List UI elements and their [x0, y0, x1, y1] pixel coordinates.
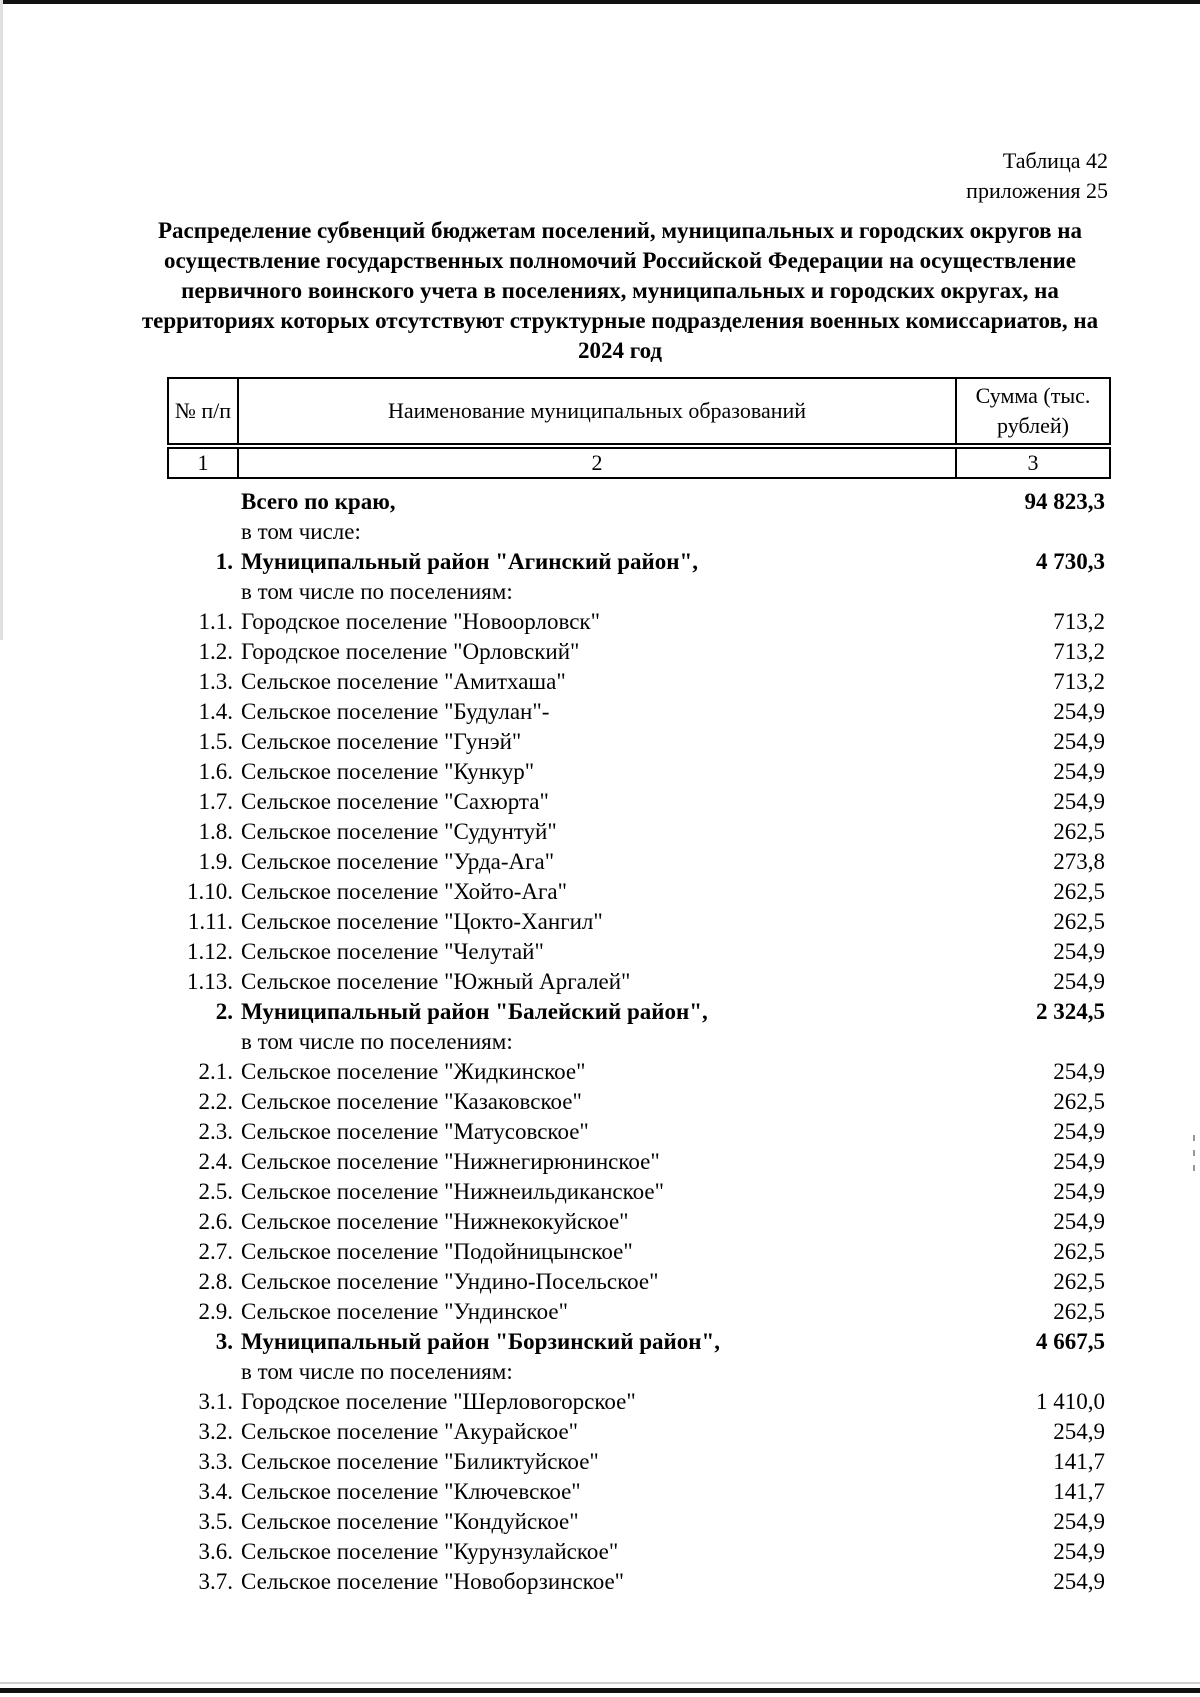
table-row	[167, 1027, 1109, 1057]
row-name: Сельское поселение "Ундино-Посельское"	[241, 1269, 659, 1294]
row-number	[167, 577, 239, 607]
table-row	[167, 697, 1109, 727]
header-number: № п/п	[168, 378, 238, 444]
row-value: 141,7	[1053, 1479, 1105, 1504]
row-value: 2 324,5	[1036, 999, 1105, 1024]
scan-mark	[1193, 1165, 1195, 1171]
row-value: 273,8	[1053, 849, 1105, 874]
table-row	[167, 967, 1109, 997]
row-value: 713,2	[1053, 669, 1105, 694]
row-number: 1.4.	[198, 699, 233, 724]
row-value: 254,9	[1053, 1149, 1105, 1174]
row-number	[167, 487, 239, 517]
row-number: 3.4.	[198, 1479, 233, 1504]
row-value: 262,5	[1053, 1299, 1105, 1324]
table-row	[167, 787, 1109, 817]
row-name: Сельское поселение "Амитхаша"	[241, 669, 566, 694]
row-value	[955, 1027, 1109, 1057]
header-sum: Сумма (тыс. рублей)	[956, 378, 1110, 444]
document-title: Распределение субвенций бюджетам поселений, муниципальных и городских округов на осуществление государственных полномочий Российской Федерации на осуществление первичного воинского учета в поселениях, муниципальных и городских округах, на территориях которых отсутствуют структурные подразделения военных комиссариатов, на 2024 год	[141, 218, 1099, 363]
scan-edge-top	[0, 0, 1200, 4]
row-number: 3.	[215, 1329, 233, 1354]
row-name: Сельское поселение "Нижнекокуйское"	[241, 1209, 629, 1234]
scan-mark	[1193, 1150, 1195, 1156]
row-name: Сельское поселение "Гунэй"	[241, 729, 522, 754]
row-value: 254,9	[1053, 759, 1105, 784]
table-row	[167, 727, 1109, 757]
row-name: в том числе по поселениям:	[241, 1359, 513, 1384]
row-name: Всего по краю,	[241, 489, 396, 514]
row-number: 2.4.	[198, 1149, 233, 1174]
row-name: в том числе по поселениям:	[241, 579, 513, 604]
appendix-table-number: Таблица 42	[1002, 148, 1108, 173]
row-number: 2.3.	[198, 1119, 233, 1144]
row-name: Сельское поселение "Сахюрта"	[241, 789, 549, 814]
row-value: 254,9	[1053, 699, 1105, 724]
row-number: 2.1.	[198, 1059, 233, 1084]
table-row	[167, 757, 1109, 787]
row-name: Сельское поселение "Нижнегирюнинское"	[241, 1149, 660, 1174]
row-number: 1.12.	[187, 939, 233, 964]
row-value: 262,5	[1053, 819, 1105, 844]
row-value: 254,9	[1053, 939, 1105, 964]
row-number: 3.1.	[198, 1389, 233, 1414]
row-value: 254,9	[1053, 1209, 1105, 1234]
table-row	[167, 607, 1109, 637]
row-value: 254,9	[1053, 1539, 1105, 1564]
row-name: в том числе по поселениям:	[241, 1029, 513, 1054]
table-row	[167, 1507, 1109, 1537]
table-row	[167, 667, 1109, 697]
row-name: Сельское поселение "Курунзулайское"	[241, 1539, 619, 1564]
table-row	[167, 1117, 1109, 1147]
row-number: 3.6.	[198, 1539, 233, 1564]
row-name: Сельское поселение "Нижнеильдиканское"	[241, 1179, 665, 1204]
row-number: 1.2.	[198, 639, 233, 664]
row-value: 254,9	[1053, 1119, 1105, 1144]
row-name: Сельское поселение "Южный Аргалей"	[241, 969, 631, 994]
row-number: 3.7.	[198, 1569, 233, 1594]
row-name: Сельское поселение "Акурайское"	[241, 1419, 579, 1444]
row-value: 254,9	[1053, 789, 1105, 814]
row-name: Сельское поселение "Ундинское"	[241, 1299, 568, 1324]
row-number: 2.5.	[198, 1179, 233, 1204]
row-number: 1.7.	[198, 789, 233, 814]
row-value: 262,5	[1053, 1269, 1105, 1294]
table-row	[167, 937, 1109, 967]
row-number: 1.11.	[187, 909, 233, 934]
row-name: в том числе:	[241, 519, 361, 544]
table-header	[167, 377, 1111, 479]
table-row	[167, 1177, 1109, 1207]
row-name: Сельское поселение "Челутай"	[241, 939, 544, 964]
table-row	[167, 577, 1109, 607]
row-name: Сельское поселение "Новоборзинское"	[241, 1569, 625, 1594]
column-number-1: 1	[168, 448, 238, 478]
row-value	[955, 517, 1109, 547]
scan-edge-bottom-shadow	[0, 1682, 1200, 1684]
table-row	[167, 637, 1109, 667]
row-value: 254,9	[1053, 1059, 1105, 1084]
row-value: 254,9	[1053, 729, 1105, 754]
row-number: 1.	[215, 549, 233, 574]
row-number	[167, 1027, 239, 1057]
row-value: 1 410,0	[1036, 1389, 1105, 1414]
row-name: Городское поселение "Орловский"	[241, 639, 580, 664]
row-value: 254,9	[1053, 1419, 1105, 1444]
row-number: 2.2.	[198, 1089, 233, 1114]
table-row	[167, 1417, 1109, 1447]
row-number: 1.6.	[198, 759, 233, 784]
table-row	[167, 547, 1109, 577]
row-number: 3.2.	[198, 1419, 233, 1444]
table-row	[167, 1387, 1109, 1417]
row-value: 141,7	[1053, 1449, 1105, 1474]
row-number: 1.5.	[198, 729, 233, 754]
table-row	[167, 1567, 1109, 1597]
table-row	[167, 1057, 1109, 1087]
row-number	[167, 1357, 239, 1387]
row-value: 262,5	[1053, 879, 1105, 904]
table-row	[167, 1237, 1109, 1267]
row-name: Сельское поселение "Будулан"-	[241, 699, 550, 724]
table-row	[167, 877, 1109, 907]
row-number: 1.9.	[198, 849, 233, 874]
row-name: Городское поселение "Новоорловск"	[241, 609, 600, 634]
row-number: 1.13.	[187, 969, 233, 994]
table-row	[167, 847, 1109, 877]
row-number: 1.10.	[187, 879, 233, 904]
row-value: 4 730,3	[1036, 549, 1105, 574]
row-name: Сельское поселение "Матусовское"	[241, 1119, 589, 1144]
row-number: 2.	[215, 999, 233, 1024]
table-row	[167, 1207, 1109, 1237]
row-value: 4 667,5	[1036, 1329, 1105, 1354]
table-row	[167, 1297, 1109, 1327]
table-row	[167, 1087, 1109, 1117]
row-value: 254,9	[1053, 1509, 1105, 1534]
scan-edge-bottom	[0, 1688, 1200, 1693]
row-name: Муниципальный район "Борзинский район",	[241, 1329, 721, 1354]
row-value	[955, 1357, 1109, 1387]
row-value: 254,9	[1053, 1179, 1105, 1204]
row-name: Сельское поселение "Казаковское"	[241, 1089, 582, 1114]
appendix-number: приложения 25	[966, 178, 1108, 203]
row-value: 713,2	[1053, 639, 1105, 664]
row-name: Сельское поселение "Цокто-Хангил"	[241, 909, 603, 934]
table-row	[167, 1267, 1109, 1297]
table-row	[167, 1477, 1109, 1507]
table-row	[167, 907, 1109, 937]
table-row	[167, 997, 1109, 1027]
row-number: 2.9.	[198, 1299, 233, 1324]
row-number: 2.6.	[198, 1209, 233, 1234]
table-row	[167, 817, 1109, 847]
row-number: 1.3.	[198, 669, 233, 694]
row-value: 254,9	[1053, 969, 1105, 994]
row-value: 94 823,3	[1024, 489, 1105, 514]
row-number: 2.8.	[198, 1269, 233, 1294]
table-row	[167, 1537, 1109, 1567]
row-value: 262,5	[1053, 909, 1105, 934]
row-name: Сельское поселение "Судунтуй"	[241, 819, 557, 844]
table-body	[167, 487, 1109, 1597]
row-number: 3.5.	[198, 1509, 233, 1534]
row-number: 1.8.	[198, 819, 233, 844]
table-row	[167, 1147, 1109, 1177]
table-row	[167, 1357, 1109, 1387]
table-row	[167, 487, 1109, 517]
row-number: 2.7.	[198, 1239, 233, 1264]
table-row	[167, 1447, 1109, 1477]
row-name: Сельское поселение "Урда-Ага"	[241, 849, 555, 874]
row-value: 713,2	[1053, 609, 1105, 634]
row-name: Сельское поселение "Хойто-Ага"	[241, 879, 567, 904]
row-name: Сельское поселение "Кункур"	[241, 759, 535, 784]
row-name: Сельское поселение "Биликтуйское"	[241, 1449, 599, 1474]
row-value: 262,5	[1053, 1089, 1105, 1114]
row-name: Городское поселение "Шерловогорское"	[241, 1389, 636, 1414]
table-row	[167, 517, 1109, 547]
row-name: Муниципальный район "Агинский район",	[241, 549, 699, 574]
row-value: 262,5	[1053, 1239, 1105, 1264]
row-number: 3.3.	[198, 1449, 233, 1474]
scan-edge-left	[0, 0, 3, 640]
row-name: Муниципальный район "Балейский район",	[241, 999, 708, 1024]
row-name: Сельское поселение "Ключевское"	[241, 1479, 581, 1504]
table-row	[167, 1327, 1109, 1357]
header-name: Наименование муниципальных образований	[238, 378, 956, 444]
appendix-reference	[966, 146, 1108, 206]
row-name: Сельское поселение "Жидкинское"	[241, 1059, 586, 1084]
row-name: Сельское поселение "Кондуйское"	[241, 1509, 579, 1534]
row-name: Сельское поселение "Подойницынское"	[241, 1239, 633, 1264]
scan-mark	[1193, 1135, 1195, 1141]
row-value	[955, 577, 1109, 607]
column-number-2: 2	[238, 448, 956, 478]
row-number: 1.1.	[198, 609, 233, 634]
row-value: 254,9	[1053, 1569, 1105, 1594]
row-number	[167, 517, 239, 547]
column-number-3: 3	[956, 448, 1110, 478]
